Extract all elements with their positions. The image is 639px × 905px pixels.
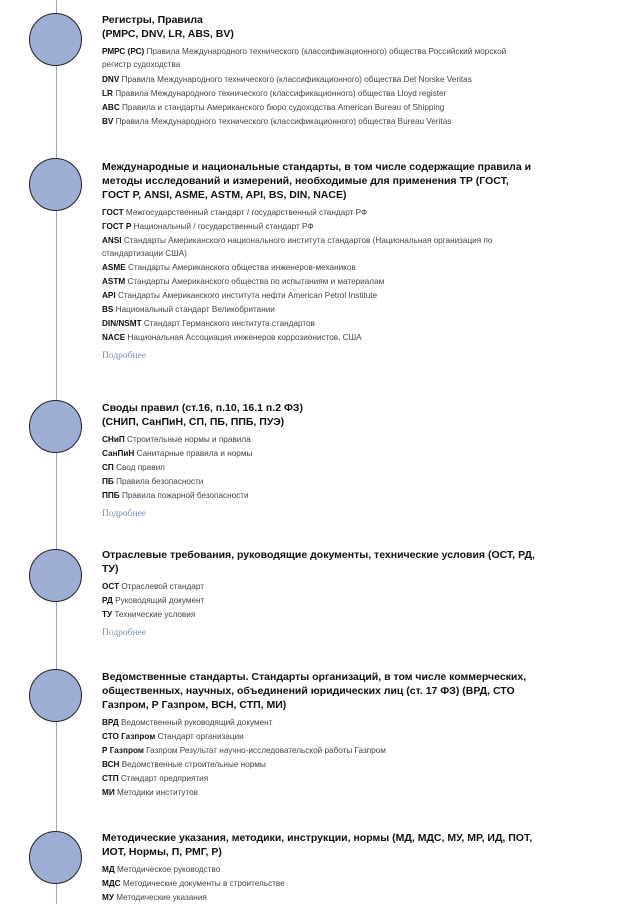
list-item <box>102 331 537 344</box>
list-item <box>102 475 537 488</box>
list-item <box>102 101 537 114</box>
more-link[interactable]: Подробнее <box>102 509 147 519</box>
timeline-node <box>29 831 82 884</box>
item-text: Строительные нормы и правила <box>127 435 251 444</box>
item-abbr: СНиП <box>102 435 125 444</box>
list-item <box>102 730 537 743</box>
list-item <box>102 891 537 904</box>
item-text: Методики институтов <box>117 788 199 797</box>
section-title: Отраслевые требования, руководящие документы, технические условия (ОСТ, РД, ТУ) <box>102 549 535 575</box>
timeline-node <box>29 549 82 602</box>
item-abbr: BS <box>102 305 114 314</box>
list-item <box>102 87 537 100</box>
item-text: Стандарты Американского национального института стандартов (Национальная организация по стандартизации США) <box>102 236 493 258</box>
item-abbr: ОСТ <box>102 582 120 591</box>
list-item <box>102 447 537 460</box>
item-text: Национальный / государственный стандарт РФ <box>133 222 314 231</box>
list-item <box>102 303 537 316</box>
item-abbr: Р Газпром <box>102 746 144 755</box>
item-text: Стандарт предприятия <box>120 774 209 783</box>
item-abbr: DNV <box>102 75 120 84</box>
item-abbr: LR <box>102 89 113 98</box>
item-text: Правила Международного технического (классификационного) общества Российский морской регистр судоходства <box>102 47 507 69</box>
item-abbr: ASME <box>102 263 126 272</box>
list-item <box>102 716 537 729</box>
list-item <box>102 608 537 621</box>
timeline-node <box>29 669 82 722</box>
item-abbr: РД <box>102 596 113 605</box>
section-content <box>102 831 537 905</box>
item-abbr: ВРД <box>102 718 119 727</box>
item-text: Руководящий документ <box>115 596 205 605</box>
item-text: Правила Международного технического (классификационного) общества Lloyd register <box>115 89 447 98</box>
list-item <box>102 317 537 330</box>
section-title: Ведомственные стандарты. Стандарты организаций, в том числе коммерческих, общественных, научных, объединений юридических лиц (ст. 17 ФЗ) (ВРД, СТО Газпром, Р Газпром, ВСН, СТП, МИ) <box>102 671 527 711</box>
item-abbr: ABC <box>102 103 120 112</box>
item-abbr: API <box>102 291 116 300</box>
item-abbr: МИ <box>102 788 115 797</box>
item-abbr: СТО Газпром <box>102 732 156 741</box>
item-abbr: СП <box>102 463 114 472</box>
list-item <box>102 489 537 502</box>
item-text: Газпром Результат научно-исследовательской работы Газпром <box>146 746 386 755</box>
section-content <box>102 160 537 363</box>
item-text: Свод правил <box>116 463 165 472</box>
item-abbr: ANSI <box>102 236 122 245</box>
item-abbr: ГОСТ <box>102 208 124 217</box>
item-text: Отраслевой стандарт <box>121 582 204 591</box>
section-content <box>102 13 537 129</box>
item-text: Правила Международного технического (классификационного) общества Det Norske Veritas <box>121 75 472 84</box>
list-item <box>102 580 537 593</box>
list-item <box>102 261 537 274</box>
list-item <box>102 289 537 302</box>
item-abbr: ВСН <box>102 760 120 769</box>
item-abbr: МД <box>102 865 115 874</box>
item-abbr: ПБ <box>102 477 114 486</box>
section-title: Международные и национальные стандарты, в том числе содержащие правила и методы исследований и измерений, необходимые для применения ТР (ГОСТ, ГОСТ Р, ANSI, ASME, ASTM, API, BS, DIN, NACE) <box>102 161 532 201</box>
list-item <box>102 73 537 86</box>
item-abbr: СТП <box>102 774 119 783</box>
item-text: Методическое руководство <box>116 865 221 874</box>
item-abbr: NACE <box>102 333 126 342</box>
item-text: Методические указания <box>116 893 207 902</box>
item-abbr: РМРС (РС) <box>102 47 145 56</box>
item-text: Ведомственный руководящий документ <box>120 718 273 727</box>
item-abbr: МДС <box>102 879 121 888</box>
list-item <box>102 433 537 446</box>
more-link[interactable]: Подробнее <box>102 351 147 361</box>
item-text: Правила и стандарты Американского бюро судоходства American Bureau of Shipping <box>122 103 445 112</box>
item-text: Технические условия <box>114 610 196 619</box>
item-text: Правила пожарной безопасности <box>121 491 249 500</box>
list-item <box>102 758 537 771</box>
item-text: Стандарт организации <box>157 732 244 741</box>
item-text: Правила безопасности <box>116 477 204 486</box>
timeline-node <box>29 13 82 66</box>
list-item <box>102 45 537 71</box>
section-title: Методические указания, методики, инструкции, нормы (МД, МДС, МУ, МР, ИД, ПОТ, ИОТ, Нормы, П, РМГ, Р) <box>102 832 533 858</box>
item-abbr: ASTM <box>102 277 126 286</box>
list-item <box>102 863 537 876</box>
item-text: Методические документы в строительстве <box>122 879 285 888</box>
section-content <box>102 670 537 800</box>
item-text: Национальная Ассоциация инженеров коррозионистов, США <box>127 333 362 342</box>
item-text: Ведомственные строительные нормы <box>121 760 266 769</box>
item-abbr: ППБ <box>102 491 120 500</box>
list-item <box>102 461 537 474</box>
item-abbr: DIN/NSMT <box>102 319 142 328</box>
list-item <box>102 220 537 233</box>
list-item <box>102 275 537 288</box>
item-abbr: СанПиН <box>102 449 135 458</box>
item-text: Стандарты Американского общества по испытаниям и материалам <box>127 277 385 286</box>
list-item <box>102 744 537 757</box>
list-item <box>102 877 537 890</box>
section-title: Своды правил (ст.16, п.10, 16.1 п.2 ФЗ) (СНИП, СанПиН, СП, ПБ, ППБ, ПУЭ) <box>102 402 303 428</box>
timeline-node <box>29 400 82 453</box>
timeline-node <box>29 158 82 211</box>
section-title: Регистры, Правила (РМРС, DNV, LR, ABS, BV) <box>102 14 234 40</box>
item-abbr: МУ <box>102 893 114 902</box>
item-text: Правила Международного технического (классификационного) общества Bureau Veritas <box>115 117 452 126</box>
list-item <box>102 772 537 785</box>
item-text: Межгосударственный стандарт / государственный стандарт РФ <box>125 208 368 217</box>
item-abbr: BV <box>102 117 114 126</box>
item-text: Стандарты Американского института нефти American Petrol Institute <box>117 291 378 300</box>
list-item <box>102 206 537 219</box>
section-content <box>102 548 537 640</box>
item-text: Санитарные правила и нормы <box>136 449 253 458</box>
list-item <box>102 234 512 260</box>
item-abbr: ГОСТ Р <box>102 222 132 231</box>
item-abbr: ТУ <box>102 610 113 619</box>
list-item <box>102 115 537 128</box>
more-link[interactable]: Подробнее <box>102 628 147 638</box>
list-item <box>102 786 537 799</box>
section-content <box>102 401 537 521</box>
item-text: Национальный стандарт Великобритании <box>115 305 275 314</box>
list-item <box>102 594 537 607</box>
item-text: Стандарт Германского института стандартов <box>143 319 315 328</box>
item-text: Стандарты Американского общества инженеров-механиков <box>127 263 356 272</box>
